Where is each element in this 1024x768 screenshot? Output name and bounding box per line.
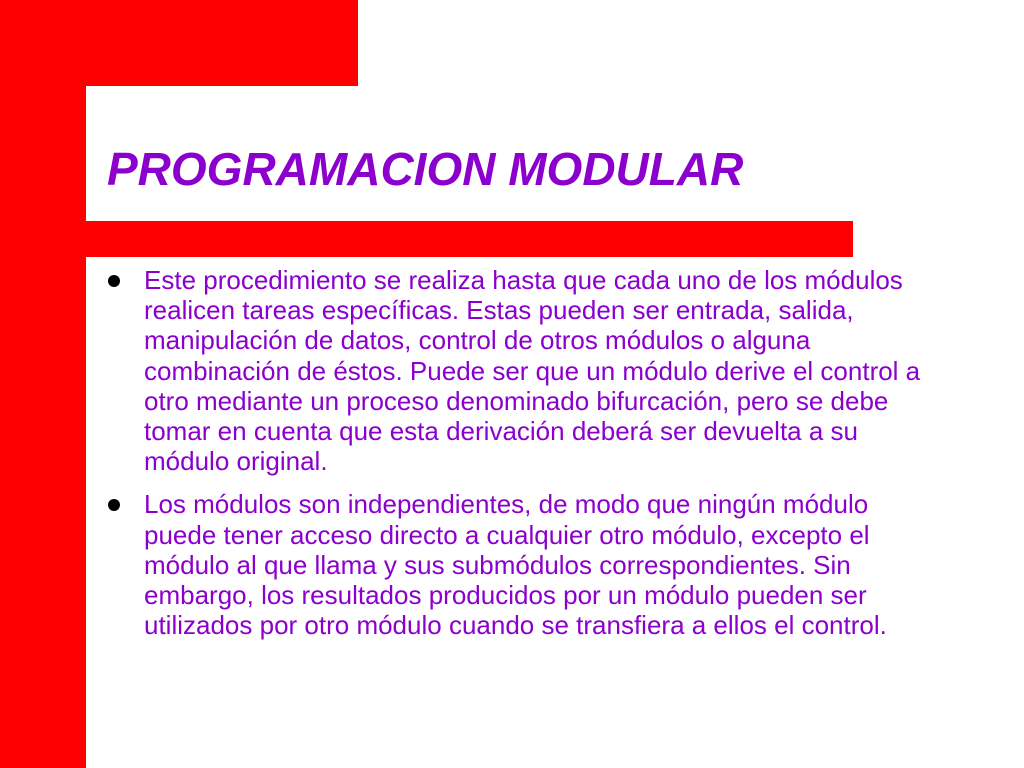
decorative-red-title-bar	[86, 221, 853, 257]
bullet-text: Este procedimiento se realiza hasta que cada uno de los módulos realicen tareas específicas. Estas pueden ser entrada, salida, manipulación de datos, control de otros módulos o alguna combinación de éstos. Puede ser que un módulo derive el control a otro mediante un proceso denominado bifurcación, pero se debe tomar en cuenta que esta derivación deberá ser devuelta a su módulo original.	[144, 265, 921, 477]
bullet-item	[106, 265, 936, 476]
slide-title: PROGRAMACION MODULAR	[107, 143, 744, 195]
decorative-rounded-corner	[86, 86, 146, 146]
bullet-item	[106, 489, 936, 640]
bullet-dot-icon	[108, 499, 120, 511]
decorative-red-left-band	[0, 0, 86, 768]
bullet-text: Los módulos son independientes, de modo que ningún módulo puede tener acceso directo a cualquier otro módulo, excepto el módulo al que llama y sus submódulos correspondientes. Sin embargo, los resultados producidos por un módulo pueden ser utilizados por otro módulo cuando se transfiera a ellos el control.	[144, 489, 887, 641]
decorative-red-top-block	[0, 0, 358, 86]
bullet-list	[106, 265, 936, 653]
bullet-dot-icon	[108, 275, 120, 287]
